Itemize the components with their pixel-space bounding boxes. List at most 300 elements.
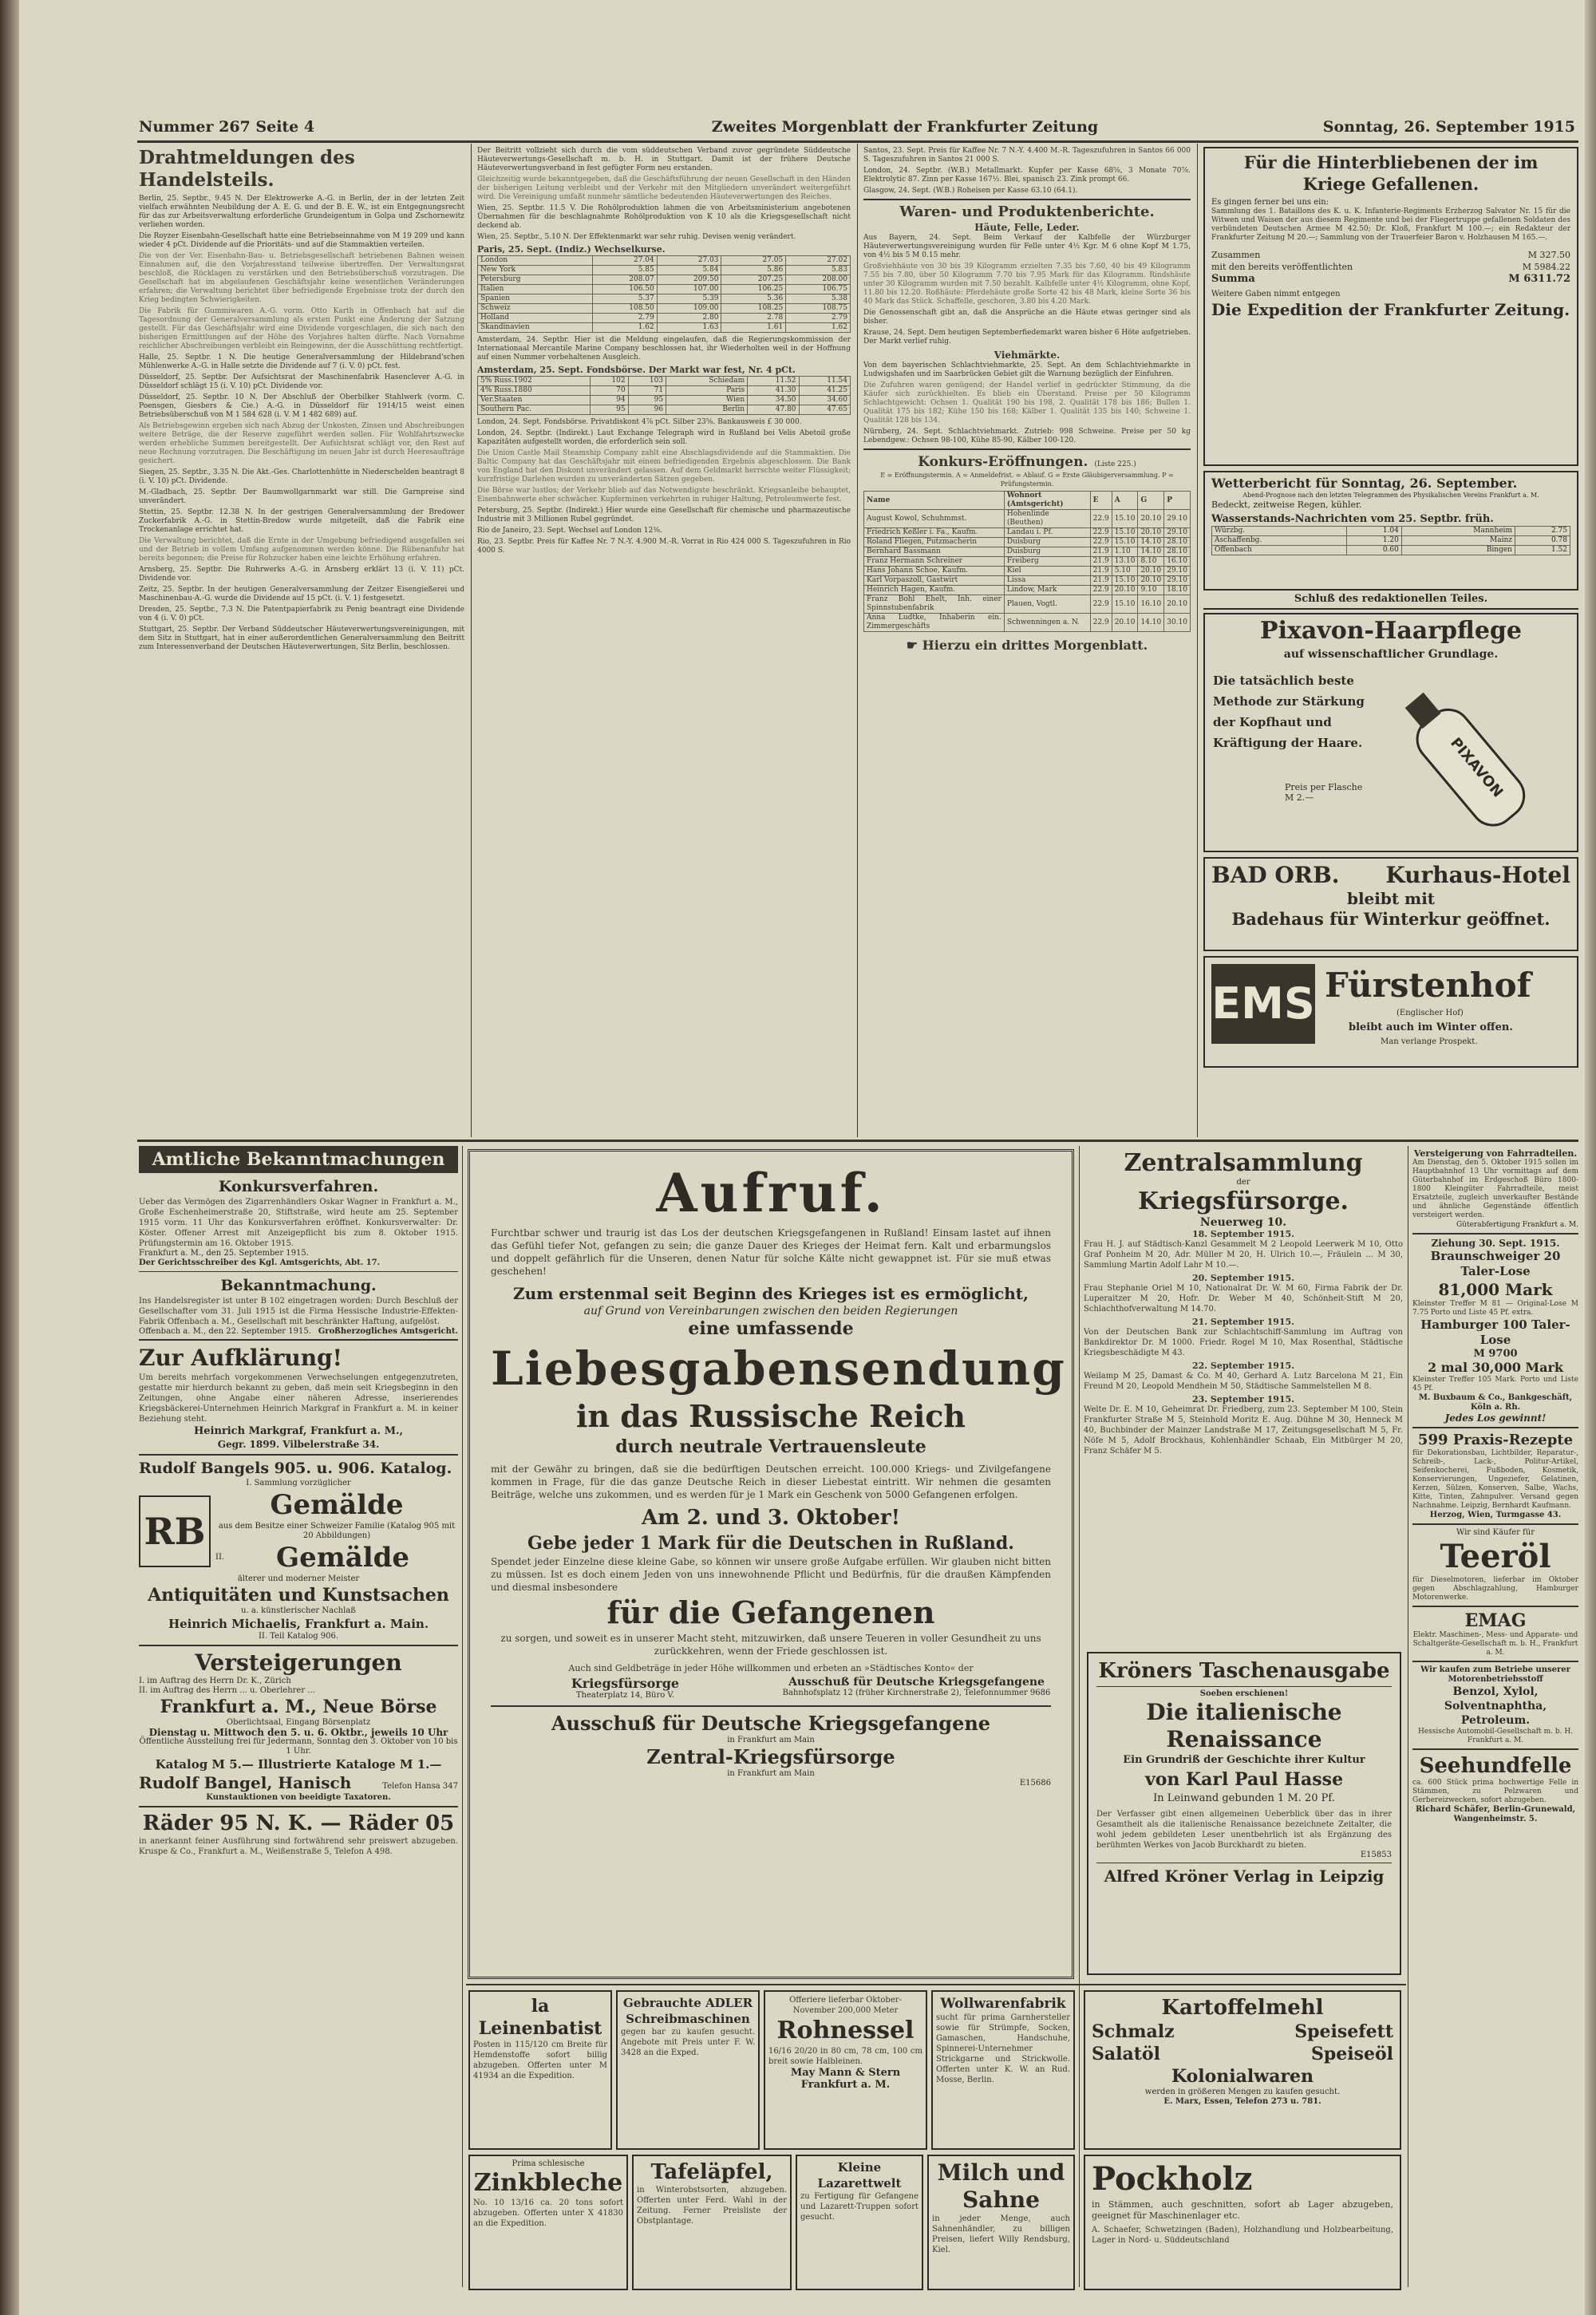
kroener-book-title: Die italienische Renaissance (1146, 1699, 1342, 1752)
expedition-name: Die Expedition der Frankfurter Zeitung. (1211, 300, 1570, 319)
konkurs-cell: 9.10 (1138, 586, 1164, 595)
emag-title: EMAG (1464, 1610, 1527, 1631)
ausschuss-address: Bahnhofsplatz 12 (früher Kirchnerstraße 2), Telefonnummer 9686 (782, 1689, 1051, 1697)
raeder-title: Räder 95 N. K. — Räder 05 (142, 1811, 455, 1835)
news-paragraph: Glasgow, 24. Sept. (W.B.) Roheisen per Kasse 63.10 (64.1). (863, 187, 1078, 195)
rohnessel-intro: Offeriere lieferbar Oktober-November 200,000 Meter (789, 1996, 902, 2015)
paris-rate-cell: 1.61 (721, 323, 786, 333)
column-rule-3 (1197, 144, 1198, 1137)
konkurs-cell: 21.9 (1090, 576, 1112, 586)
zinkbleche-ad (468, 2155, 628, 2290)
zentral-title: Zentralsammlung (1124, 1149, 1363, 1177)
aufruf-dates: Am 2. und 3. Oktober! (641, 1506, 900, 1530)
news-paragraph: Petersburg, 25. Septbr. (Indirekt.) Hier wurde eine Gesellschaft für chemische und pharmazeutische Industrie mit 3 Millionen Rubel gegründet. (477, 507, 851, 523)
konkurs-cell: 29.10 (1164, 528, 1191, 538)
bangel-antiques: Antiquitäten und Kunstsachen (148, 1585, 449, 1606)
kroener-price: In Leinwand gebunden 1 M. 20 Pf. (1153, 1792, 1335, 1804)
paris-rate-cell: 5.36 (721, 294, 786, 304)
versteigerung-line: I. im Auftrag des Herrn Dr. K., Zürich (139, 1677, 291, 1685)
benzol-title: Wir kaufen zum Betriebe unserer Motorenbetriebsstoff (1420, 1665, 1570, 1684)
paris-rate-row (478, 323, 851, 333)
konkursverfahren-court: Der Gerichtsschreiber des Kgl. Amtsgerichts, Abt. 17. (139, 1258, 381, 1267)
konkurs-cell: 20.10 (1138, 576, 1164, 586)
konkurs-cell: 13.10 (1112, 557, 1138, 567)
versteigerung-phone: Telefon Hansa 347 (382, 1782, 458, 1791)
konkurs-cell: Hohenlinde (Beuthen) (1004, 510, 1090, 528)
leinenbatist-ad (468, 1990, 612, 2150)
hinterbliebene-title: Für die Hinterbliebenen der im Kriege Gefallenen. (1243, 152, 1539, 194)
zentral-donations: Frau H. J. auf Städtisch-Kanzl Gesammelt M 2 Leopold Leerwerk M 10, Otto Graf Ponheim M 20, Adr. Müller M 20, H. Ulrich 10.—, Fräulein ... M 30, Sammlung Martin Adolf Lahr M 10.—. (1084, 1240, 1403, 1270)
konkurs-row (864, 547, 1191, 557)
divider (491, 1705, 1051, 1707)
praxis-publisher: Herzog, Wien, Turmgasse 43. (1429, 1511, 1562, 1519)
tafelaepfel-ad (632, 2155, 792, 2290)
hamburg-text: Kleinster Treffer 105 Mark. Porto und Liste 45 Pf. (1412, 1376, 1578, 1393)
tafel-text: in Winterobstsorten, abzugeben. Offerten unter Ferd. Wahl in der Zeitung. Ferner Preisliste der Obstplantage. (637, 2186, 787, 2226)
news-paragraph: Stettin, 25. Septbr. 12.38 N. In der gestrigen Generalversammlung der Bredower Zuckerfabrik A.-G. in Stettin-Bredow wurde mitgeteilt, daß die Fabrik eine Trockenanlage errichtet hat. (139, 508, 464, 534)
bangel-catalog-ad (139, 1459, 458, 1641)
total-row (1211, 273, 1570, 285)
wasserstand-cell: 1.20 (1346, 536, 1401, 546)
column-rule-1 (471, 144, 472, 1137)
konkurs-row (864, 528, 1191, 538)
rohnessel-ad (764, 1990, 927, 2150)
hinterbliebene-intro: Es gingen ferner bei uns ein: (1211, 198, 1329, 207)
news-paragraph: Die Genossenschaft gibt an, daß die Ansprüche an die Häute etwas geringer sind als bisher. (863, 309, 1191, 326)
amsterdam-rates-title: Amsterdam, 25. Sept. Fondsbörse. Der Markt war fest, Nr. 4 pCt. (477, 365, 796, 375)
bangel-source-1: aus dem Besitze einer Schweizer Familie (Katalog 905 mit 20 Abbildungen) (218, 1522, 456, 1540)
konkurs-cell: 5.10 (1112, 567, 1138, 576)
divider (1412, 1748, 1578, 1750)
versteigerung-dates: Dienstag u. Mittwoch den 5. u. 6. Oktbr., jeweils 10 Uhr (148, 1727, 448, 1738)
wetter-box (1203, 471, 1578, 591)
news-paragraph: Wien, 25. Septbr., 5.10 N. Der Effektenmarkt war sehr ruhig. Devisen wenig verändert. (477, 233, 796, 241)
wetter-title: Wetterbericht für Sonntag, 26. September. (1211, 476, 1518, 491)
aufruf-ad (468, 1149, 1074, 1979)
news-paragraph: London, 24. Sept. Fondsbörse. Privatdiskont 4⅞ pCt. Silber 23⅝. Bankausweis £ 30 000. (477, 418, 802, 426)
wasserstand-cell: Aschaffenbg. (1212, 536, 1347, 546)
konkurs-cell: 16.10 (1138, 595, 1164, 614)
konkurs-legend: E = Eröffnungstermin. A = Anmeldefrist. = Ablauf. G = Erste Gläubigerversammlung. P = Prüfungstermin. (880, 472, 1174, 488)
konkurs-cell: 8.10 (1138, 557, 1164, 567)
amsterdam-rate-cell: 47.65 (799, 405, 850, 415)
bekanntmachung-text: Ins Handelsregister ist unter B 102 eingetragen worden: Durch Beschluß der Gesellschafter vom 31. Juli 1915 ist die Firma Hessische Industrie-Effekten-Fabrik Offenbach a. M., Gesellschaft mit beschränkter Haftung, aufgelöst. (139, 1297, 458, 1326)
paris-rate-cell: 2.79 (786, 314, 851, 323)
pixavon-subtitle: auf wissenschaftlicher Grundlage. (1283, 648, 1499, 661)
paris-rate-cell: 27.04 (593, 256, 658, 266)
paris-rate-cell: 5.83 (786, 266, 851, 275)
zentral-date: 23. September 1915. (1191, 1394, 1295, 1404)
konkurs-cell: Lindow, Mark (1004, 586, 1090, 595)
news-paragraph: Aus Bayern, 24. Sept. Beim Verkauf der Kalbfelle der Würzburger Häuteverwertungsvereinigung wurden für Felle unter 4½ Kgr. M 6 ohne Kopf M 1.75, von 4½ bis 5 M 0.15 mehr. (863, 234, 1191, 259)
emag-text: Elektr. Maschinen-, Mess- und Apparate- und Schaltgeräte-Gesellschaft m. b. H., Frankfurt a. M. (1412, 1631, 1578, 1657)
rohnessel-firm: May Mann & Stern Frankfurt a. M. (790, 2067, 901, 2091)
wasserstand-cell: 0.60 (1346, 546, 1401, 555)
ems-text: bleibt auch im Winter offen. (1349, 1021, 1513, 1033)
newspaper-page (19, 0, 1585, 2315)
amsterdam-rate-cell: 11.52 (748, 377, 799, 386)
konkurs-cell: 15.10 (1112, 576, 1138, 586)
ems-prospect: Man verlange Prospekt. (1381, 1037, 1478, 1046)
news-paragraph: Amsterdam, 24. Septbr. Hier ist die Meldung eingelaufen, daß die Regierungskommission der Internationaal Mercantile Marine Company beschlossen hat, ihr Wiederholten weil in der Hoffnung auf einen Nummer vorbehaltenen Ausgleich. (477, 336, 851, 361)
konkurs-cell: 15.10 (1112, 538, 1138, 547)
konkurs-cell: 22.9 (1090, 510, 1112, 528)
sum-value: M 327.50 (1527, 250, 1570, 260)
amsterdam-rate-cell: 47.80 (748, 405, 799, 415)
filler-text: Die Union Castle Mail Steamship Company zahlt eine Abschlagsdividende auf die Stammaktien. Die Baltic Company hat das Geschäftsjahr mit einem befriedigenden Ergebnis abgeschlossen. Die Bank von England hat den Diskont unverändert gelassen. Auf dem Geldmarkt herrschte weiter Flüssigkeit; kurzfristige Darlehen wurden zu unveränderten Sätzen gegeben. (477, 449, 851, 484)
column-rule-lower-1 (462, 1146, 463, 2287)
tafel-title: Tafeläpfel, (650, 2160, 773, 2184)
divider (1412, 1606, 1578, 1607)
pixavon-claim: Die tatsächlich beste Methode zur Stärkung der Kopfhaut und Kräftigung der Haare. (1213, 674, 1365, 750)
teeroel-text: für Dieselmotoren, lieferbar im Oktober gegen Abschlagzahlung, Hamburger Motorenwerke. (1412, 1576, 1578, 1602)
zink-text: No. 10 13/16 ca. 20 tons sofort abzugeben. Offerten unter X 41830 an die Expedition. (473, 2198, 623, 2228)
zentral-title-2: Kriegsfürsorge. (1138, 1187, 1349, 1215)
page-number-label (139, 118, 378, 139)
amsterdam-rate-cell: Berlin (666, 405, 748, 415)
aufruf-intro: Furchtbar schwer und traurig ist das Los der deutschen Kriegsgefangenen in Rußland! Einsam lastet auf ihnen das Gefühl tiefer Not, gefangen zu sein; die ganze Dauer des Krieges der Heimat fern. Kalt und erbarmungslos und doppelt gefährlich für die Unseren, denen Natur für solche Kälte nicht gewappnet ist. Für sie muß etwas geschehen! (491, 1227, 1051, 1277)
paris-rate-cell: 107.00 (657, 285, 721, 294)
divider (1412, 1661, 1578, 1662)
konkurs-cell: 20.10 (1138, 567, 1164, 576)
rohnessel-text: 16/16 20/20 in 80 cm, 78 cm, 100 cm breit sowie Halbleinen. (768, 2047, 922, 2066)
filler-text: Als Betriebsgewinn ergeben sich nach Abzug der Unkosten, Zinsen und Abschreibungen weitere Beträge, die der Reserve zugeführt werden sollen. Für Wohlfahrtszwecke werden erhebliche Summen bereitgestellt. Der Aufsichtsrat schlägt vor, den Rest auf neue Rechnung vorzutragen. Die Beschäftigung im neuen Jahr ist durch Heeresaufträge gesichert. (139, 422, 464, 465)
issue-date-text: Sonntag, 26. September 1915 (1322, 118, 1575, 136)
raeder-text: in anerkannt feiner Ausführung sind fortwährend sehr preiswert abzugeben. Kruspe & Co., Frankfurt a. M., Weißenstraße 5, Telefon A 498. (139, 1837, 458, 1856)
aufruf-title: Aufruf. (656, 1162, 886, 1224)
amsterdam-rate-cell: Wien (666, 396, 748, 405)
amsterdam-rate-cell: 71 (628, 386, 666, 396)
konkurs-cell: Landau i. Pf. (1004, 528, 1090, 538)
news-paragraph: Santos, 23. Sept. Preis für Kaffee Nr. 7 N.-Y. 4.400 M.-R. Tageszufuhren in Santos 66 000 S. Tageszufuhren in Santos 21 000 S. (863, 147, 1191, 164)
pixavon-bottle-icon (1389, 662, 1572, 846)
konkurs-table (863, 491, 1191, 632)
book-spine-shadow (0, 0, 19, 2315)
paris-rate-cell: 5.85 (593, 266, 658, 275)
aufruf-closing: zu sorgen, und soweit es in unserer Macht steht, mitzuwirken, daß unsere Teueren in voller Gesundheit zu uns zurückkehren, wenn der Friede geschlossen ist. (500, 1633, 1041, 1657)
zentral-donations: Weilamp M 25, Damast & Co. M 40, Gerhard A. Lutz Barcelona M 21, Ein Freund M 20, Leopold Mendhein M 50, Städtische Sammelstellen M 8. (1084, 1372, 1403, 1391)
adler-title: Gebrauchte ADLER Schreibmaschinen (622, 1996, 753, 2026)
wasserstand-cell: 1.52 (1515, 546, 1570, 555)
zentral-donations: Frau Stephanie Oriel M 10, Nationalrat Dr. W. M 60, Firma Fabrik der Dr. Luperaitzer M 20, Hofr. Dr. Weber M 40, Schönheit-Stift M 20, Schlachthofverwaltung M 14.70. (1084, 1284, 1403, 1314)
konkurs-cell: 29.10 (1164, 576, 1191, 586)
kartoffelmehl-ad (1084, 1990, 1401, 2150)
total-label: Summa (1211, 273, 1255, 285)
column-rule-lower-2 (1079, 1146, 1080, 2287)
konkurs-row (864, 595, 1191, 614)
hamburg-title: Hamburger 100 Taler-Lose (1420, 1317, 1570, 1347)
konkurs-cell: 22.9 (1090, 614, 1112, 632)
paris-rates-table (477, 255, 851, 333)
zentral-address: Neuerweg 10. (1199, 1216, 1287, 1229)
braunschweig-text: Kleinster Treffer M 81 — Original-Lose M 7.75 Porto und Liste 45 Pf. extra. (1412, 1300, 1578, 1317)
zentralsammlung (1084, 1149, 1403, 1644)
kroener-title: Kröners Taschenausgabe (1098, 1659, 1390, 1683)
further-donations: Weitere Gaben nimmt entgegen (1211, 290, 1341, 298)
divider (1096, 1686, 1392, 1687)
bekanntmachung-court: Großherzogliches Amtsgericht. (318, 1327, 458, 1336)
wolle-title: Wollwarenfabrik (940, 1996, 1066, 2012)
previous-row (1211, 261, 1570, 273)
konkurs-cell: August Kowol, Schuhmmst. (864, 510, 1005, 528)
aufruf-gefangene: für die Gefangenen (606, 1594, 935, 1630)
amsterdam-rate-cell: 5% Russ.1902 (478, 377, 591, 386)
ems-logo: EMS (1211, 964, 1315, 1044)
news-paragraph: Von dem bayerischen Schlachtviehmarkte, 25. Sept. An dem Schlachtviehmarkte in Ludwigshafen und im Saarbrücken Gebiet gilt die Warnung bezüglich der Einfuhren. (863, 361, 1191, 378)
paris-rate-cell: 2.78 (721, 314, 786, 323)
amsterdam-rate-cell: 41.25 (799, 386, 850, 396)
kart-item: Schmalz (1092, 2021, 1175, 2042)
wasserstand-cell: Mainz (1401, 536, 1515, 546)
filler-text: Gleichzeitig wurde bekanntgegeben, daß die Geschäftsführung der neuen Gesellschaft in den Händen der bisherigen Leitung verbleibt und der Verkehr mit den Mitgliedern unverändert weitergeführt wird. Die Vereinigung umfaßt nunmehr sämtliche bedeutenden Häuteverwertungen des Reiches. (477, 176, 851, 201)
konkurs-row (864, 567, 1191, 576)
paris-rate-cell: 208.07 (593, 275, 658, 285)
konkurs-cell: 21.9 (1090, 567, 1112, 576)
aufruf-footer-2: in Frankfurt am Main (727, 1736, 815, 1744)
konkurs-cell: 22.9 (1090, 528, 1112, 538)
filler-text: Großviehhäute von 30 bis 39 Kilogramm erzielten 7.35 bis 7.60, 40 bis 49 Kilogramm 7.55 bis 7.80, über 50 Kilogramm 7.70 bis 7.95 Mark für das Kilogramm. Rindshäute unter 30 Kilogramm wurden mit 7.50 bezahlt. Kalbfelle unter 4½ Kilogramm, ohne Kopf, 11.80 bis 12.20. Roßhäute: Pferdehäute große Sorte 42 bis 48 Mark, kleine Sorte 36 bis 40 Mark das Stück. Schaffelle, geschoren, 3.80 bis 4.20 Mark. (863, 263, 1191, 306)
news-paragraph: Die Royzer Eisenbahn-Gesellschaft hatte eine Betriebseinnahme von M 19 209 und kann wieder 4 pCt. Dividende auf die Prioritäts- und auf die Stammaktien verteilen. (139, 232, 464, 249)
paris-rate-cell: 5.86 (721, 266, 786, 275)
versteigerung-catalog: Katalog M 5.— Illustrierte Kataloge M 1.— (155, 1757, 442, 1772)
zentral-date: 20. September 1915. (1191, 1273, 1295, 1283)
bangel-title: Rudolf Bangels 905. u. 906. Katalog. (139, 1460, 452, 1477)
kart-text: werden in größeren Mengen zu kaufen gesucht. (1144, 2088, 1341, 2096)
zink-intro: Prima schlesische (512, 2159, 585, 2168)
aufruf-first-time: Zum erstenmal seit Beginn des Krieges ist es ermöglicht, (513, 1284, 1029, 1303)
pixavon-price: Preis per Flasche M 2.— (1285, 782, 1363, 803)
ausschuss-name: Ausschuß für Deutsche Kriegsgefangene (788, 1676, 1045, 1689)
divider (139, 1806, 458, 1807)
aufruf-footer-4: in Frankfurt am Main (727, 1769, 815, 1778)
section-rule (863, 448, 1191, 450)
konkurs-cell: Freiberg (1004, 557, 1090, 567)
paris-rate-row (478, 314, 851, 323)
wasserstand-row (1212, 546, 1570, 555)
konkurs-cell: 15.10 (1112, 595, 1138, 614)
kroener-new: Soeben erschienen! (1199, 1689, 1289, 1698)
leinen-text: Posten in 115/120 cm Breite für Hemdenstoffe sofort billig abzugeben. Offerten unter M 41934 an die Expedition. (473, 2040, 607, 2080)
news-paragraph: Rio, 23. Septbr. Preis für Kaffee Nr. 7 N.-Y. 4.900 M.-R. Vorrat in Rio 424 000 S. Tageszufuhren in Rio 4000 S. (477, 538, 851, 555)
amsterdam-rate-row (478, 377, 851, 386)
wollwaren-ad (931, 1990, 1075, 2150)
zentral-donations: Welte Dr. E. M 10, Geheimrat Dr. Friedberg, zum 23. September M 100, Stein Frankfurter Straße M 5, Steinhold Moritz E. Aug. Dühne M 30, Henneck M 40, Buchbinder der Mainzer Landstraße M 17, Zeitungsgesellschaft M 5, Fr. Nöfe M 5, Adolf Brockhaus, Kohlenhändler Schaab, Ein Mitbürger M 20, Franz Schäfer M 5. (1084, 1405, 1403, 1456)
konkurs-cell: 22.9 (1090, 538, 1112, 547)
aufruf-gebe: Gebe jeder 1 Mark für die Deutschen in Rußland. (527, 1533, 1014, 1554)
paris-rate-cell: London (478, 256, 593, 266)
konkurs-cell: 15.10 (1112, 528, 1138, 538)
wasserstand-cell: 2.75 (1515, 527, 1570, 536)
paris-rate-cell: 108.25 (721, 304, 786, 314)
news-paragraph: Nürnberg, 24. Sept. Schlachtviehmarkt. Zutrieb: 998 Schweine. Preise per 50 kg Lebendgew.: Ochsen 98-100, Kühe 85-90, Kälber 100-120. (863, 428, 1191, 444)
wasserstand-cell: Bingen (1401, 546, 1515, 555)
news-paragraph: Siegen, 25. Septbr., 3.35 N. Die Akt.-Ges. Charlottenhütte in Niederschelden beantragt 8 (i. V. 10) pCt. Dividende. (139, 468, 464, 485)
konkurs-cell: Friedrich Keßler i. Fa., Kaufm. (864, 528, 1005, 538)
bekanntmachung-title: Bekanntmachung. (220, 1277, 377, 1294)
bangel-section-2: II. (215, 1553, 225, 1562)
amsterdam-rate-cell: 4% Russ.1880 (478, 386, 591, 396)
paris-rate-row (478, 256, 851, 266)
aufruf-neutral: durch neutrale Vertrauensleute (615, 1436, 926, 1457)
lazarett-title: Kleine Lazarettwelt (817, 2160, 902, 2191)
news-paragraph: Dresden, 25. Septbr., 7.3 N. Die Patentpapierfabrik zu Penig beantragt eine Dividende von 4 (i. V. 0) pCt. (139, 606, 464, 622)
aufruf-eine: eine umfassende (688, 1318, 854, 1339)
paris-rate-cell: 1.63 (657, 323, 721, 333)
konkurs-cell: 28.10 (1164, 538, 1191, 547)
waren-column (863, 147, 1191, 1136)
divider (139, 1454, 458, 1456)
filler-text: Die Börse war lustlos; der Verkehr blieb auf das Notwendigste beschränkt. Kriegsanleihe behauptet, Eisenbahnwerte eher schwächer. Kupferminen verkehrten in ruhiger Haltung, Petroleumwerte fest. (477, 487, 851, 504)
page-number-text: Nummer 267 Seite 4 (139, 118, 315, 136)
news-paragraph: Der Beitritt vollzieht sich durch die vom süddeutschen Verband zuvor gegründete Süddeutsche Häuteverwertungs-Gesellschaft m. b. H. in Stuttgart. Damit ist der frühere Deutsche Häuteverwertungsverband in fest gefügter Form neu erstanden. (477, 147, 851, 172)
konkurs-cell: Heinrich Hagen, Kaufm. (864, 586, 1005, 595)
konkurs-cell: Roland Fliegen, Putzmacherin (864, 538, 1005, 547)
paris-rate-cell: Skandinavien (478, 323, 593, 333)
pockholz-ad (1084, 2155, 1401, 2290)
hamburg-price: M 9700 (1473, 1348, 1518, 1360)
news-paragraph: M.-Gladbach, 25. Septbr. Der Baumwollgarnmarkt war still. Die Garnpreise sind unverändert. (139, 488, 464, 505)
versteigerung-firm: Rudolf Bangel, Hanisch (139, 1773, 352, 1792)
milch-text: in jeder Menge, auch Sahnenhändler, zu billigen Preisen, liefert Willy Rendsburg, Kiel. (932, 2214, 1070, 2254)
divider (1412, 1233, 1578, 1235)
konkursverfahren-date: Frankfurt a. M., den 25. September 1915. (139, 1249, 309, 1258)
amsterdam-rate-cell: 94 (591, 396, 629, 405)
hand-pointer-icon: ☛ (906, 638, 922, 653)
divider (1412, 1427, 1578, 1428)
bangel-gemaelde-1: Gemälde (270, 1489, 404, 1521)
konkurs-cell: 20.10 (1112, 586, 1138, 595)
hierzu-text: Hierzu ein drittes Morgenblatt. (922, 638, 1148, 653)
konkurs-cell: Bernhard Bassmann (864, 547, 1005, 557)
amsterdam-rates-table (477, 376, 851, 415)
sum-label: Zusammen (1211, 250, 1261, 260)
kart-item: Speisefett (1294, 2021, 1393, 2042)
issue-date (1264, 118, 1575, 139)
amtliche-banner: Amtliche Bekanntmachungen (139, 1146, 458, 1173)
header-rule (137, 140, 1578, 143)
kroener-code: E15853 (1360, 1851, 1392, 1859)
konkurs-cell: 20.10 (1138, 510, 1164, 528)
versteigerung-exhibition: Öffentliche Ausstellung frei für Jedermann, Sonntag den 3. Oktober von 10 bis 1 Uhr. (139, 1737, 458, 1756)
versteigerung-place: Frankfurt a. M., Neue Börse (160, 1697, 437, 1717)
wetter-forecast: Bedeckt, zeitweise Regen, kühler. (1211, 500, 1362, 510)
adler-text: gegen bar zu kaufen gesucht. Angebote mit Preis unter F. W. 3428 an die Exped. (621, 2028, 755, 2057)
ems-subtitle: (Englischer Hof) (1396, 1009, 1464, 1017)
konkurs-list-number: (Liste 225.) (1094, 460, 1136, 468)
wolle-text: sucht für prima Garnhersteller sowie für Strümpfe, Socken, Gamaschen, Handschuhe, Spinnerei-Unternehmer Strickgarne und Strickwolle. Offerten unter K. W. an Rud. Mosse, Berlin. (936, 2013, 1070, 2084)
konkurs-cell: Duisburg (1004, 538, 1090, 547)
bad-orb-line: bleibt mit (1346, 889, 1436, 908)
bangel-masters: älterer und moderner Meister (237, 1574, 360, 1583)
right-narrow-column (1412, 1149, 1578, 2290)
paris-rate-cell: Holland (478, 314, 593, 323)
boersen-column (477, 147, 851, 1136)
ems-hotel-name: Fürstenhof (1325, 966, 1531, 1005)
konkurs-column-header: G (1138, 492, 1164, 510)
wasserstand-cell: Würzbg. (1212, 527, 1347, 536)
lower-section-rule (137, 1140, 1578, 1142)
paris-rate-row (478, 294, 851, 304)
filler-text: Die Verwaltung berichtet, daß die Ernte in der Umgebung befriedigend ausgefallen sei und der Betrieb in vollem Umfang aufgenommen werden könne. Die Rübenanfuhr hat bereits begonnen; die Preise für Rohzucker haben eine leichte Erhöhung erfahren. (139, 537, 464, 563)
versteigerungen-ad (139, 1649, 458, 1803)
section-rule (863, 199, 1191, 200)
hamburg-prize: 2 mal 30,000 Mark (1427, 1360, 1564, 1375)
amsterdam-rate-cell: 70 (591, 386, 629, 396)
pixavon-title: Pixavon-Haarpflege (1260, 617, 1522, 645)
news-paragraph: Zeitz, 25. Septbr. In der heutigen Generalversammlung der Zeitzer Eisengießerei und Maschinenbau-A.-G. wurde die Dividende auf 15 pCt. (i. V. 1) festgesetzt. (139, 586, 464, 602)
pockholz-firm: A. Schaefer, Schwetzingen (Baden), Holzhandlung und Holzbearbeitung, Lager in Nord- u. Süddeutschland (1092, 2226, 1393, 2245)
kriegsfuersorge-name: Kriegsfürsorge (571, 1676, 680, 1691)
filler-text: Die von der Ver. Eisenbahn-Bau- u. Betriebsgesellschaft betriebenen Bahnen weisen Einnahmen auf, die den Vorjahresstand teilweise übertreffen. Der Verwaltungsrat beschloß, die Rücklagen zu verstärken und den Betriebsüberschuß vorzutragen. Die Gesellschaft hat im abgelaufenen Geschäftsjahr keine wesentlichen Veränderungen erfahren; die Verwaltung berichtet über befriedigende Ergebnisse trotz der durch den Krieg bedingten Schwierigkeiten. (139, 252, 464, 304)
konkurs-cell: 21.9 (1090, 547, 1112, 557)
pockholz-title: Pockholz (1092, 2160, 1253, 2198)
paris-rate-cell: 5.39 (657, 294, 721, 304)
pixavon-ad (1203, 613, 1578, 852)
news-paragraph: Rio de Janeiro, 23. Sept. Wechsel auf London 12⅜. (477, 527, 662, 535)
paris-rate-cell: 5.84 (657, 266, 721, 275)
paris-rate-cell: 1.62 (786, 323, 851, 333)
lazarett-text: zu Fertigung für Gefangene und Lazarett-Truppen sofort gesucht. (800, 2192, 918, 2222)
bangel-catalog-part: II. Teil Katalog 906. (258, 1632, 339, 1641)
konkurs-cell: Schwenningen a. N. (1004, 614, 1090, 632)
paris-rates-title: Paris, 25. Sept. (Indiz.) Wechselkurse. (477, 244, 666, 255)
fahrrad-signature: Güterabfertigung Frankfurt a. M. (1456, 1221, 1578, 1229)
konkurs-cell: Karl Vorpaszoll, Gastwirt (864, 576, 1005, 586)
end-of-editorial: Schluß des redaktionellen Teiles. (1203, 591, 1578, 610)
versteigerung-footer: Kunstauktionen von beeidigte Taxatoren. (206, 1793, 391, 1802)
konkurs-cell: 30.10 (1164, 614, 1191, 632)
konkurs-cell: 14.10 (1138, 614, 1164, 632)
ems-ad (1203, 956, 1578, 1068)
paris-rate-cell: 108.75 (786, 304, 851, 314)
paris-rate-row (478, 285, 851, 294)
news-paragraph: Berlin, 25. Septbr., 9.45 N. Der Elektrowerke A.-G. in Berlin, der in der letzten Zeit vielfach erwähnten Neubildung der A. E. G. und der B. E. W., ist ein Entgegnungsrecht für das zur Arbeitsverwaltung erforderliche Grundeigentum in Golpa und Zschornewitz verliehen worden. (139, 195, 464, 229)
paris-rate-cell: 106.25 (721, 285, 786, 294)
news-paragraph: Düsseldorf, 25. Septbr. 10 N. Der Abschluß der Oberbilker Stahlwerk (vorm. C. Poensgen, Giesbers & Cie.) A.-G. in Düsseldorf für 1914/15 weist einen Betriebsüberschuß von M 1 584 628 (i. V. M 1 482 689) auf. (139, 393, 464, 419)
konkurs-cell: 20.10 (1112, 614, 1138, 632)
paris-rate-cell: 1.62 (593, 323, 658, 333)
amsterdam-rate-cell: Paris (666, 386, 748, 396)
kart-item: Salatöl (1092, 2044, 1160, 2064)
konkurs-cell: 20.10 (1164, 595, 1191, 614)
amsterdam-rate-cell: 34.50 (748, 396, 799, 405)
amsterdam-rate-cell: 96 (628, 405, 666, 415)
filler-text: Die Zufuhren waren genügend; der Handel verlief in gedrückter Stimmung, da die Käufer sich zurückhielten. Es blieb ein Überstand. Preise per 50 Kilogramm Schlachtgewicht: Ochsen 1. Qualität 190 bis 198, 2. Qualität 178 bis 186; Bullen 1. Qualität 175 bis 182; Kühe 150 bis 168; Kälber 1. Qualität 135 bis 140; Schweine 1. Qualität 128 bis 134. (863, 381, 1191, 425)
previous-label: mit den bereits veröffentlichten (1211, 262, 1353, 272)
leinen-title: la Leinenbatist (478, 1996, 602, 2039)
handel-column (139, 147, 464, 1136)
kart-item: Speiseöl (1310, 2044, 1393, 2064)
bekanntmachung-date: Offenbach a. M., den 22. September 1915. (139, 1327, 311, 1336)
wasserstand-cell: Offenbach (1212, 546, 1347, 555)
pixavon-bottle-label: PIXAVON (1447, 734, 1507, 801)
konkurs-cell: 14.10 (1138, 547, 1164, 557)
divider (139, 1271, 458, 1272)
paris-rate-cell: 207.25 (721, 275, 786, 285)
bangel-section-1: I. Sammlung vorzüglicher (246, 1479, 351, 1487)
news-paragraph: Wien, 25. Septbr. 11.5 V. Die Rohölproduktion lahmen die von Arbeitsministerium angebotenen Übernahmen für die beschlagnahmte Rohölproduktion von K 10 als die Kriegsgesellschaft nicht deckend ab. (477, 204, 851, 230)
wasserstand-row (1212, 536, 1570, 546)
konkursverfahren-text: Ueber das Vermögen des Zigarrenhändlers Oskar Wagner in Frankfurt a. M., Große Eschenheimerstraße 20, Stiftstraße, wird heute am 25. September 1915 vorm. 11 Uhr das Konkursverfahren eröffnet. Konkursverwalter: Dr. Köster. Offener Arrest mit Anzeigepflicht bis zum 8. Oktober 1915. Prüfungstermin am 16. Oktober 1915. (139, 1198, 458, 1248)
column-rule-2 (857, 144, 858, 1137)
divider (1412, 1523, 1578, 1525)
pockholz-text: in Stämmen, auch geschnitten, sofort ab Lager abzugeben, geeignet für Maschinenlager etc. (1092, 2199, 1393, 2221)
paris-rate-cell: Schweiz (478, 304, 593, 314)
paris-rate-cell: 27.02 (786, 256, 851, 266)
konkurs-cell: 21.9 (1090, 557, 1112, 567)
versteigerungen-title: Versteigerungen (195, 1649, 402, 1676)
milch-ad (927, 2155, 1075, 2290)
